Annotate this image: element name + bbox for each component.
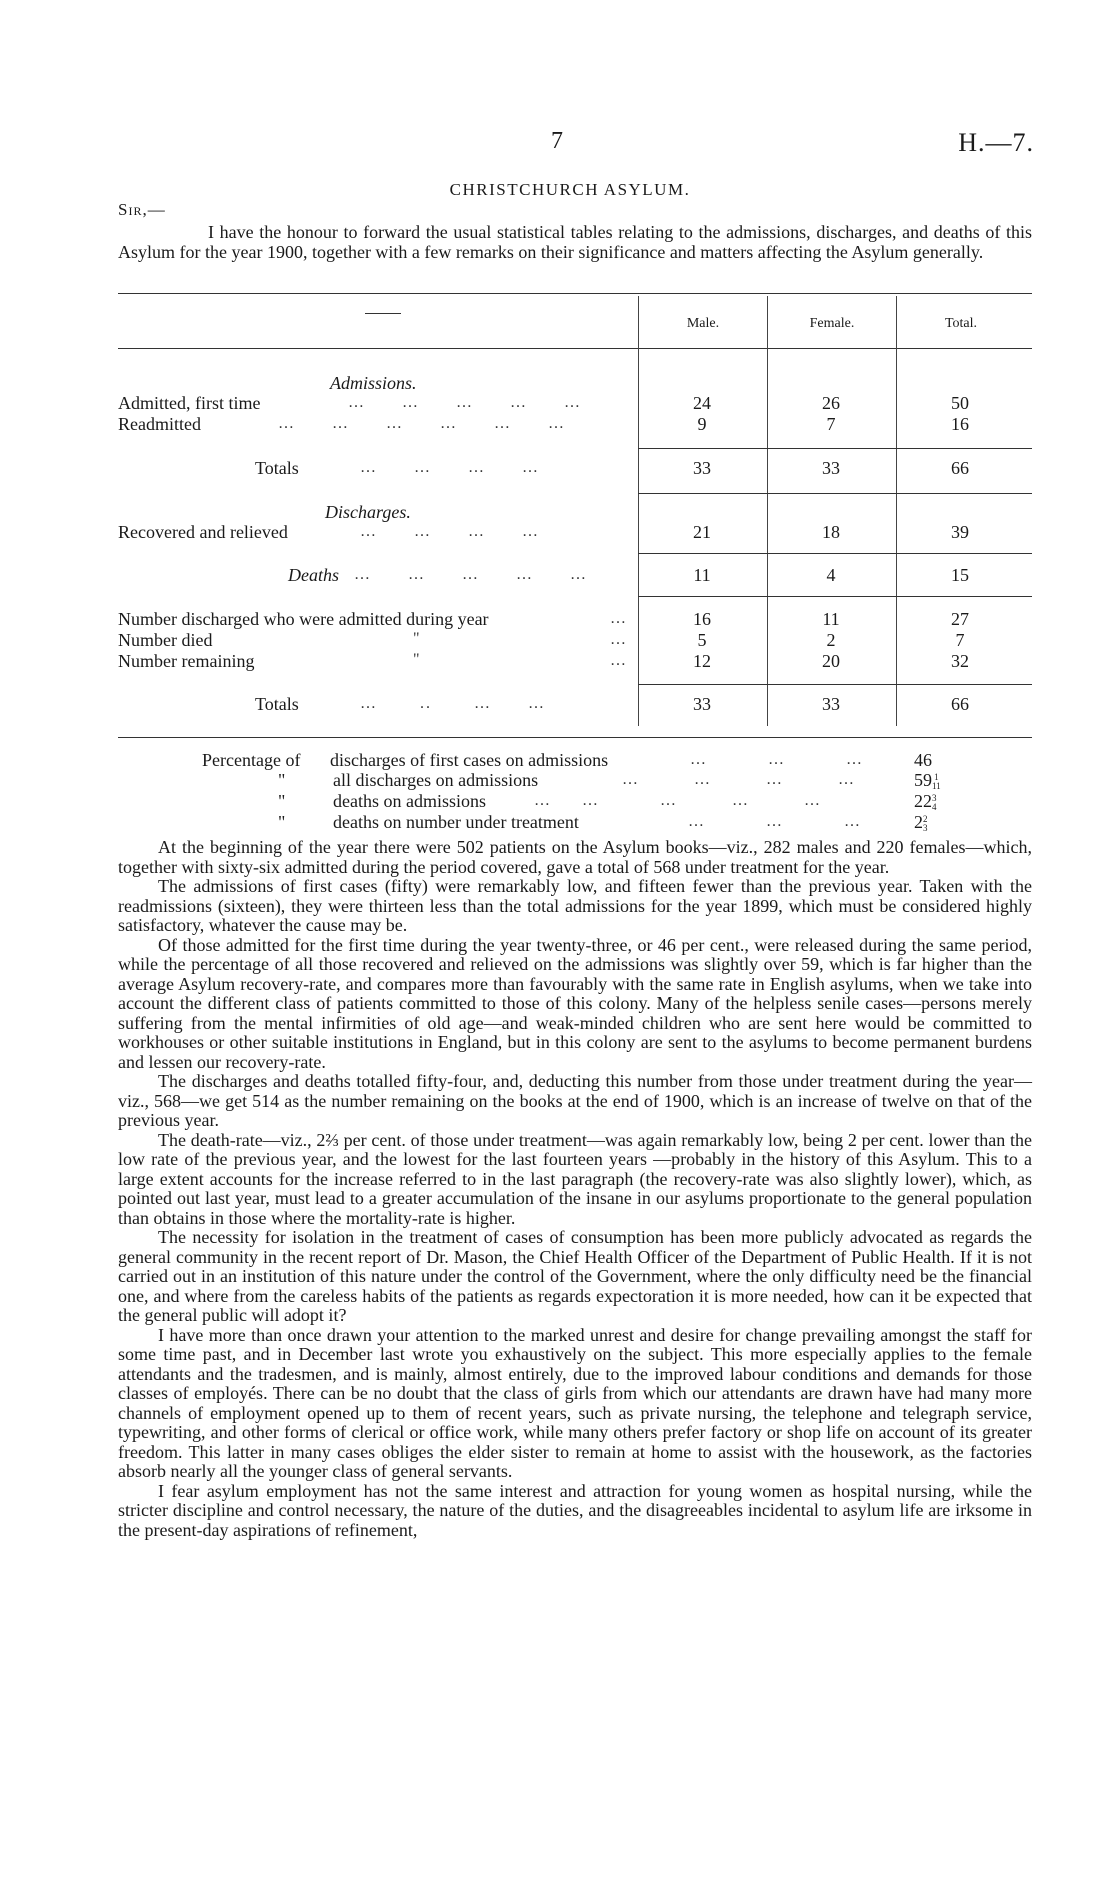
cell-female: 33 [822, 694, 840, 714]
paragraph: The discharges and deaths totalled fifty-four, and, deducting this number from those under treatment during the year—viz., 568—we get 514 as the number remaining on the books at the end of 1900, which is an increase of twelve on that of the previous year. [118, 1071, 1032, 1130]
cell-total: 27 [951, 609, 969, 629]
column-header-male: Male. [686, 316, 720, 331]
row-label: Recovered and relieved [118, 522, 288, 542]
percentage-label: deaths on number under treatment [333, 812, 579, 832]
percentage-label: deaths on admissions [333, 791, 486, 811]
cell-male: 5 [697, 630, 707, 650]
cell-male: 12 [693, 651, 711, 671]
cell-female: 11 [822, 609, 840, 629]
percentage-value: 46 [914, 750, 932, 770]
section-deaths: Deaths [288, 565, 339, 585]
percentage-value: 2 2 3 [914, 812, 928, 833]
leader-dots: … … … … [622, 771, 856, 788]
percentage-value: 59 1 11 [914, 770, 941, 791]
cell-total: 66 [951, 694, 969, 714]
subtotal-rule [638, 596, 1032, 597]
row-label: Number discharged who were admitted during year [118, 609, 489, 629]
cell-male: 33 [693, 694, 711, 714]
paragraph: The death-rate—viz., 2⅔ per cent. of those under treatment—was again remarkably low, being 2 per cent. lower than the low rate of the previous year, and the lowest for the last fourteen years —probably in the history of this Asylum. This to a large extent accounts for the increase referred to in the last paragraph (the recovery-rate was also slightly lower), which, as pointed out last year, must lead to a greater accumulation of the insane in our asylums proportionate to the general population than obtains in those where the mortality-rate is higher. [118, 1129, 1032, 1228]
ditto-mark: " [278, 791, 286, 811]
paragraph: The necessity for isolation in the treatment of cases of consumption has been more publicly advocated as regards the general community in the recent report of Dr. Mason, the Chief Health Officer of the Department of Public Health. If it is not carried out in an institution of this nature under the control of the Government, where the only difficulty need be the financial one, and where from the careless habits of the patients as regards expectoration it is more needed, how can it be expected that the general public will adopt it? [118, 1227, 1032, 1325]
row-label: Admitted, first time [118, 393, 261, 413]
paragraph: Of those admitted for the first time during the year twenty-three, or 46 per cent., were released during the same period, while the percentage of all those recovered and relieved on the admissions was slightly over 59, which is far higher than the average Asylum recovery-rate, and compares more than favourably with the same rate in English asylums, when we take into account the different class of patients committed to those of this colony. Many of the helpless senile cases—persons merely suffering from the mental infirmities of old age—and weak-minded children who are sent here would be committed to workhouses or other suitable institutions in England, but in this colony are sent to the asylums to become permanent burdens and lessen our recovery-rate. [118, 934, 1032, 1072]
subtotal-rule [638, 448, 1032, 449]
cell-male: 21 [693, 522, 711, 542]
cell-total: 16 [951, 414, 969, 434]
paragraph: I fear asylum employment has not the same interest and attraction for young women as hospital nursing, while the stricter discipline and control necessary, the nature of the duties, and the disagreeables incidental to asylum life are irksome in the present-day aspirations of refinement, [118, 1480, 1032, 1540]
leader-dots: … … … … [360, 459, 540, 476]
table-divider [638, 296, 639, 726]
leader-dots: … [610, 610, 628, 627]
leader-dots: … … … … … [534, 792, 822, 809]
cell-female: 18 [822, 522, 840, 542]
cell-male: 33 [693, 458, 711, 478]
cell-female: 26 [822, 393, 840, 413]
leader-dots: … [610, 631, 628, 648]
cell-male: 11 [693, 565, 711, 585]
leader-dots: … … … … [360, 523, 540, 540]
ditto-mark: " [413, 630, 422, 647]
ditto-mark: " [278, 812, 286, 832]
subtotal-rule [638, 684, 1032, 685]
subtotal-rule [638, 553, 1032, 554]
intro-paragraph: I have the honour to forward the usual statistical tables relating to the admissions, discharges, and deaths of this Asylum for the year 1900, together with a few remarks on their significance and matters affecting the Asylum generally. [118, 222, 1032, 262]
column-header-total: Total. [944, 316, 978, 331]
paragraph: I have more than once drawn your attention to the marked unrest and desire for change prevailing amongst the staff for some time past, and in December last wrote you exhaustively on the subject. This more especially applies to the female attendants and the tradesmen, and is mainly, almost entirely, due to the improved labour conditions and demands for those classes of employés. There can be no doubt that the class of girls from which our attendants are drawn have had many more channels of employment opened up to them of recent years, such as private nursing, the telephone and telegraph service, typewriting, and other forms of clerical or office work, while many others prefer factory or shop life on account of its greater freedom. This latter in many cases obliges the elder sister to remain at home to assist with the housework, as the factories absorb nearly all the younger class of general servants. [118, 1324, 1032, 1481]
cell-female: 7 [826, 414, 836, 434]
cell-female: 4 [826, 565, 836, 585]
column-header-female: Female. [809, 316, 855, 331]
stub-header [365, 313, 401, 314]
subtotal-rule [638, 493, 1032, 494]
ditto-mark: " [413, 651, 422, 668]
paragraph: At the beginning of the year there were 502 patients on the Asylum books—viz., 282 males and 220 females—which, together with sixty-six admitted during the period covered, gave a total of 568 under treatment for the year. [118, 837, 1032, 877]
row-label: Readmitted [118, 414, 201, 434]
leader-dots: … … … … … [354, 566, 588, 583]
table-rule-header [118, 348, 1032, 349]
row-label-totals: Totals [255, 694, 299, 714]
page-number: 7 [551, 128, 563, 154]
paragraph: The admissions of first cases (fifty) were remarkably low, and fifteen fewer than the previous year. Taken with the readmissions (sixteen), they were thirteen less than the total admissions for the year 1899, which must be considered highly satisfactory, whatever the cause may be. [118, 876, 1032, 935]
percentage-label: discharges of first cases on admissions [330, 750, 609, 770]
cell-total: 66 [951, 458, 969, 478]
leader-dots: … … … [688, 813, 862, 830]
row-label-totals: Totals [255, 458, 299, 478]
row-label: Number died [118, 630, 213, 650]
leader-dots: … … … … … [348, 394, 582, 411]
salutation: Sir,— [118, 200, 166, 219]
percentage-prefix: Percentage of [202, 750, 301, 770]
section-admissions: Admissions. [330, 373, 417, 393]
cell-female: 33 [822, 458, 840, 478]
cell-total: 32 [951, 651, 969, 671]
cell-male: 16 [693, 609, 711, 629]
document-reference: H.—7. [958, 128, 1034, 157]
leader-dots: … … … [690, 751, 864, 768]
cell-total: 7 [955, 630, 965, 650]
leader-dots: … … … … … … [278, 415, 566, 432]
table-rule-top [118, 293, 1032, 294]
percentage-label: all discharges on admissions [333, 770, 539, 790]
cell-male: 9 [697, 414, 707, 434]
cell-total: 39 [951, 522, 969, 542]
cell-male: 24 [693, 393, 711, 413]
ditto-mark: " [278, 770, 286, 790]
cell-total: 50 [951, 393, 969, 413]
cell-female: 2 [826, 630, 836, 650]
document-title: CHRISTCHURCH ASYLUM. [449, 180, 691, 199]
table-divider [767, 296, 768, 726]
section-discharges: Discharges. [325, 502, 411, 522]
leader-dots: … [610, 652, 628, 669]
percentage-value: 22 3 4 [914, 791, 937, 812]
cell-total: 15 [951, 565, 969, 585]
table-divider [896, 296, 897, 726]
cell-female: 20 [822, 651, 840, 671]
table-rule-bottom [118, 737, 1032, 738]
body-text [118, 838, 1032, 1540]
leader-dots: … .. … … [360, 695, 546, 712]
row-label: Number remaining [118, 651, 255, 671]
